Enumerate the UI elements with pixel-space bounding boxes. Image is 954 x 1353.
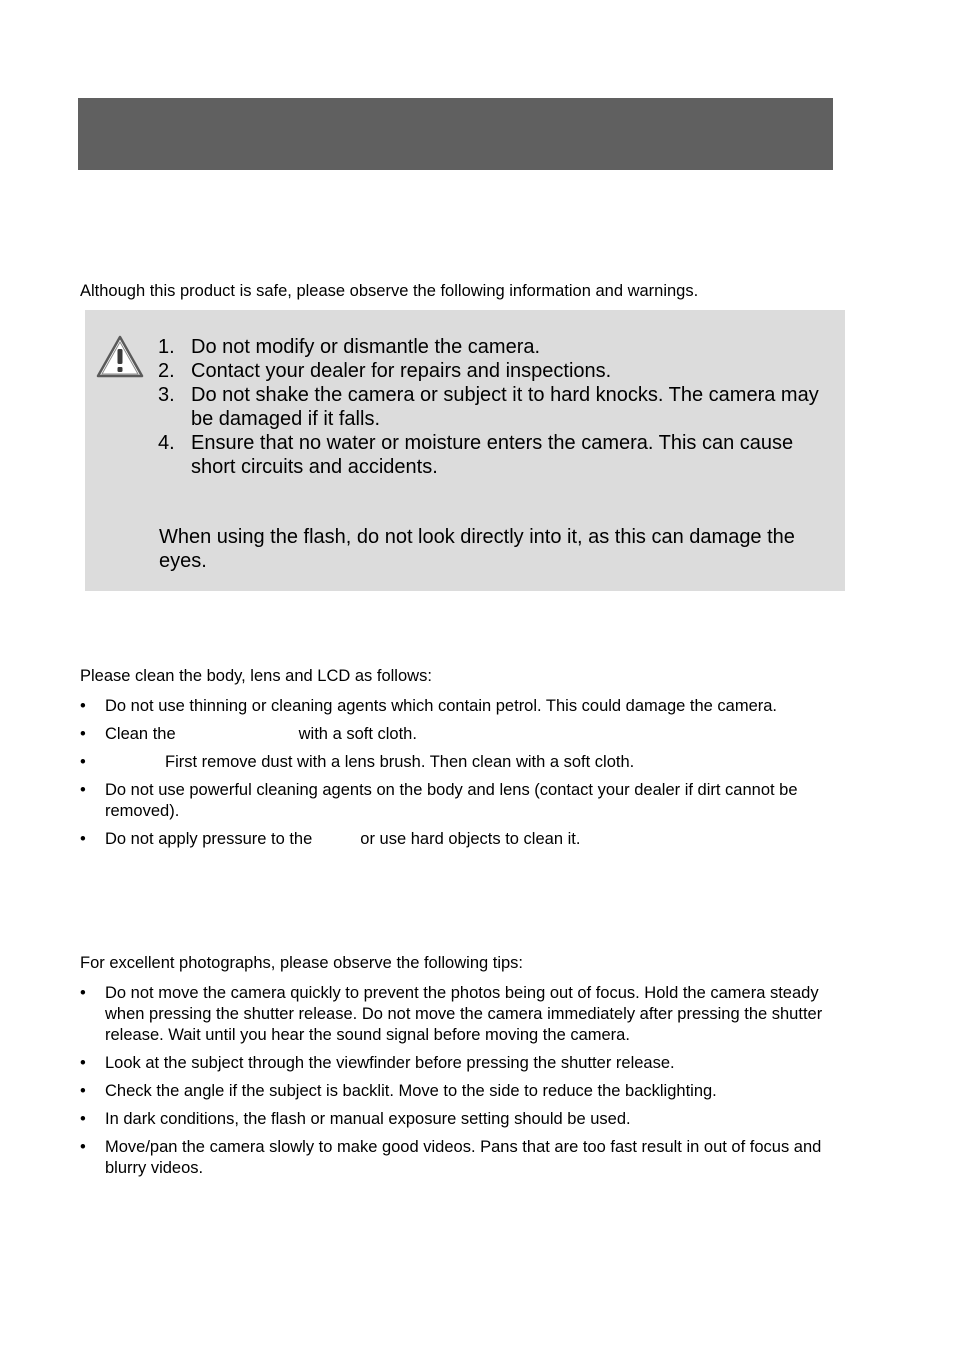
bullet-icon: • [80,725,86,743]
bullet-icon: • [80,1110,86,1128]
warning-list [158,335,838,479]
cleaning-intro: Please clean the body, lens and LCD as follows: [80,667,432,685]
bullet-icon: • [80,781,86,799]
tips-intro: For excellent photographs, please observe the following tips: [80,954,524,972]
list-item [80,1109,840,1130]
bullet-icon: • [80,697,86,715]
list-item-text: Do not use powerful cleaning agents on the body and lens (contact your dealer if dirt cannot be removed). [105,781,798,820]
warning-text: Ensure that no water or moisture enters the camera. This can cause short circuits and accidents. [191,432,794,478]
tips-list [80,983,840,1186]
warning-text: Do not shake the camera or subject it to hard knocks. The camera may be damaged if it falls. [191,384,819,430]
bullet-icon: • [80,1138,86,1156]
warning-item [158,431,838,479]
flash-warning: When using the flash, do not look directly into it, as this can damage the eyes. [159,526,795,572]
list-item-text: In dark conditions, the flash or manual exposure setting should be used. [105,1110,631,1128]
warning-item [158,359,838,383]
list-item-text: with a soft cloth. [298,725,417,743]
list-item-text: or use hard objects to clean it. [360,830,581,848]
list-item [80,696,840,717]
list-item-text: Do not apply pressure to the [105,830,313,848]
list-item-text: Look at the subject through the viewfinder before pressing the shutter release. [105,1054,675,1072]
list-item [80,1053,840,1074]
warning-box [85,310,845,591]
list-item-text: Move/pan the camera slowly to make good videos. Pans that are too fast result in out of focus and blurry videos. [105,1138,822,1177]
warning-number: 1. [158,336,175,358]
bullet-icon: • [80,830,86,848]
list-item-text: First remove dust with a lens brush. Then clean with a soft cloth. [165,753,635,771]
list-item [80,1081,840,1102]
warning-number: 4. [158,432,175,454]
bullet-icon: • [80,984,86,1002]
list-item [80,752,840,773]
warning-text: Contact your dealer for repairs and inspections. [191,360,612,382]
warning-number: 3. [158,384,175,406]
list-item [80,983,840,1046]
list-item-text: Do not move the camera quickly to prevent the photos being out of focus. Hold the camera steady when pressing the shutter release. Do not move the camera immediately after pressing the shutter release. Wait until you hear the sound signal before moving the camera. [105,984,823,1044]
warning-text: Do not modify or dismantle the camera. [191,336,541,358]
section-header-bar [78,98,833,170]
bullet-icon: • [80,1082,86,1100]
warning-item [158,335,838,359]
safety-intro: Although this product is safe, please observe the following information and warnings. [80,282,699,300]
warning-item [158,383,838,431]
bullet-icon: • [80,753,86,771]
list-item [80,829,840,850]
warning-triangle-icon [95,334,145,380]
bullet-icon: • [80,1054,86,1072]
list-item-text: Do not use thinning or cleaning agents which contain petrol. This could damage the camera. [105,697,778,715]
list-item [80,1137,840,1179]
list-item [80,724,840,745]
warning-number: 2. [158,360,175,382]
cleaning-list [80,696,840,857]
list-item-text: Check the angle if the subject is backlit. Move to the side to reduce the backlighting. [105,1082,717,1100]
list-item-text: Clean the [105,725,176,743]
list-item [80,780,840,822]
